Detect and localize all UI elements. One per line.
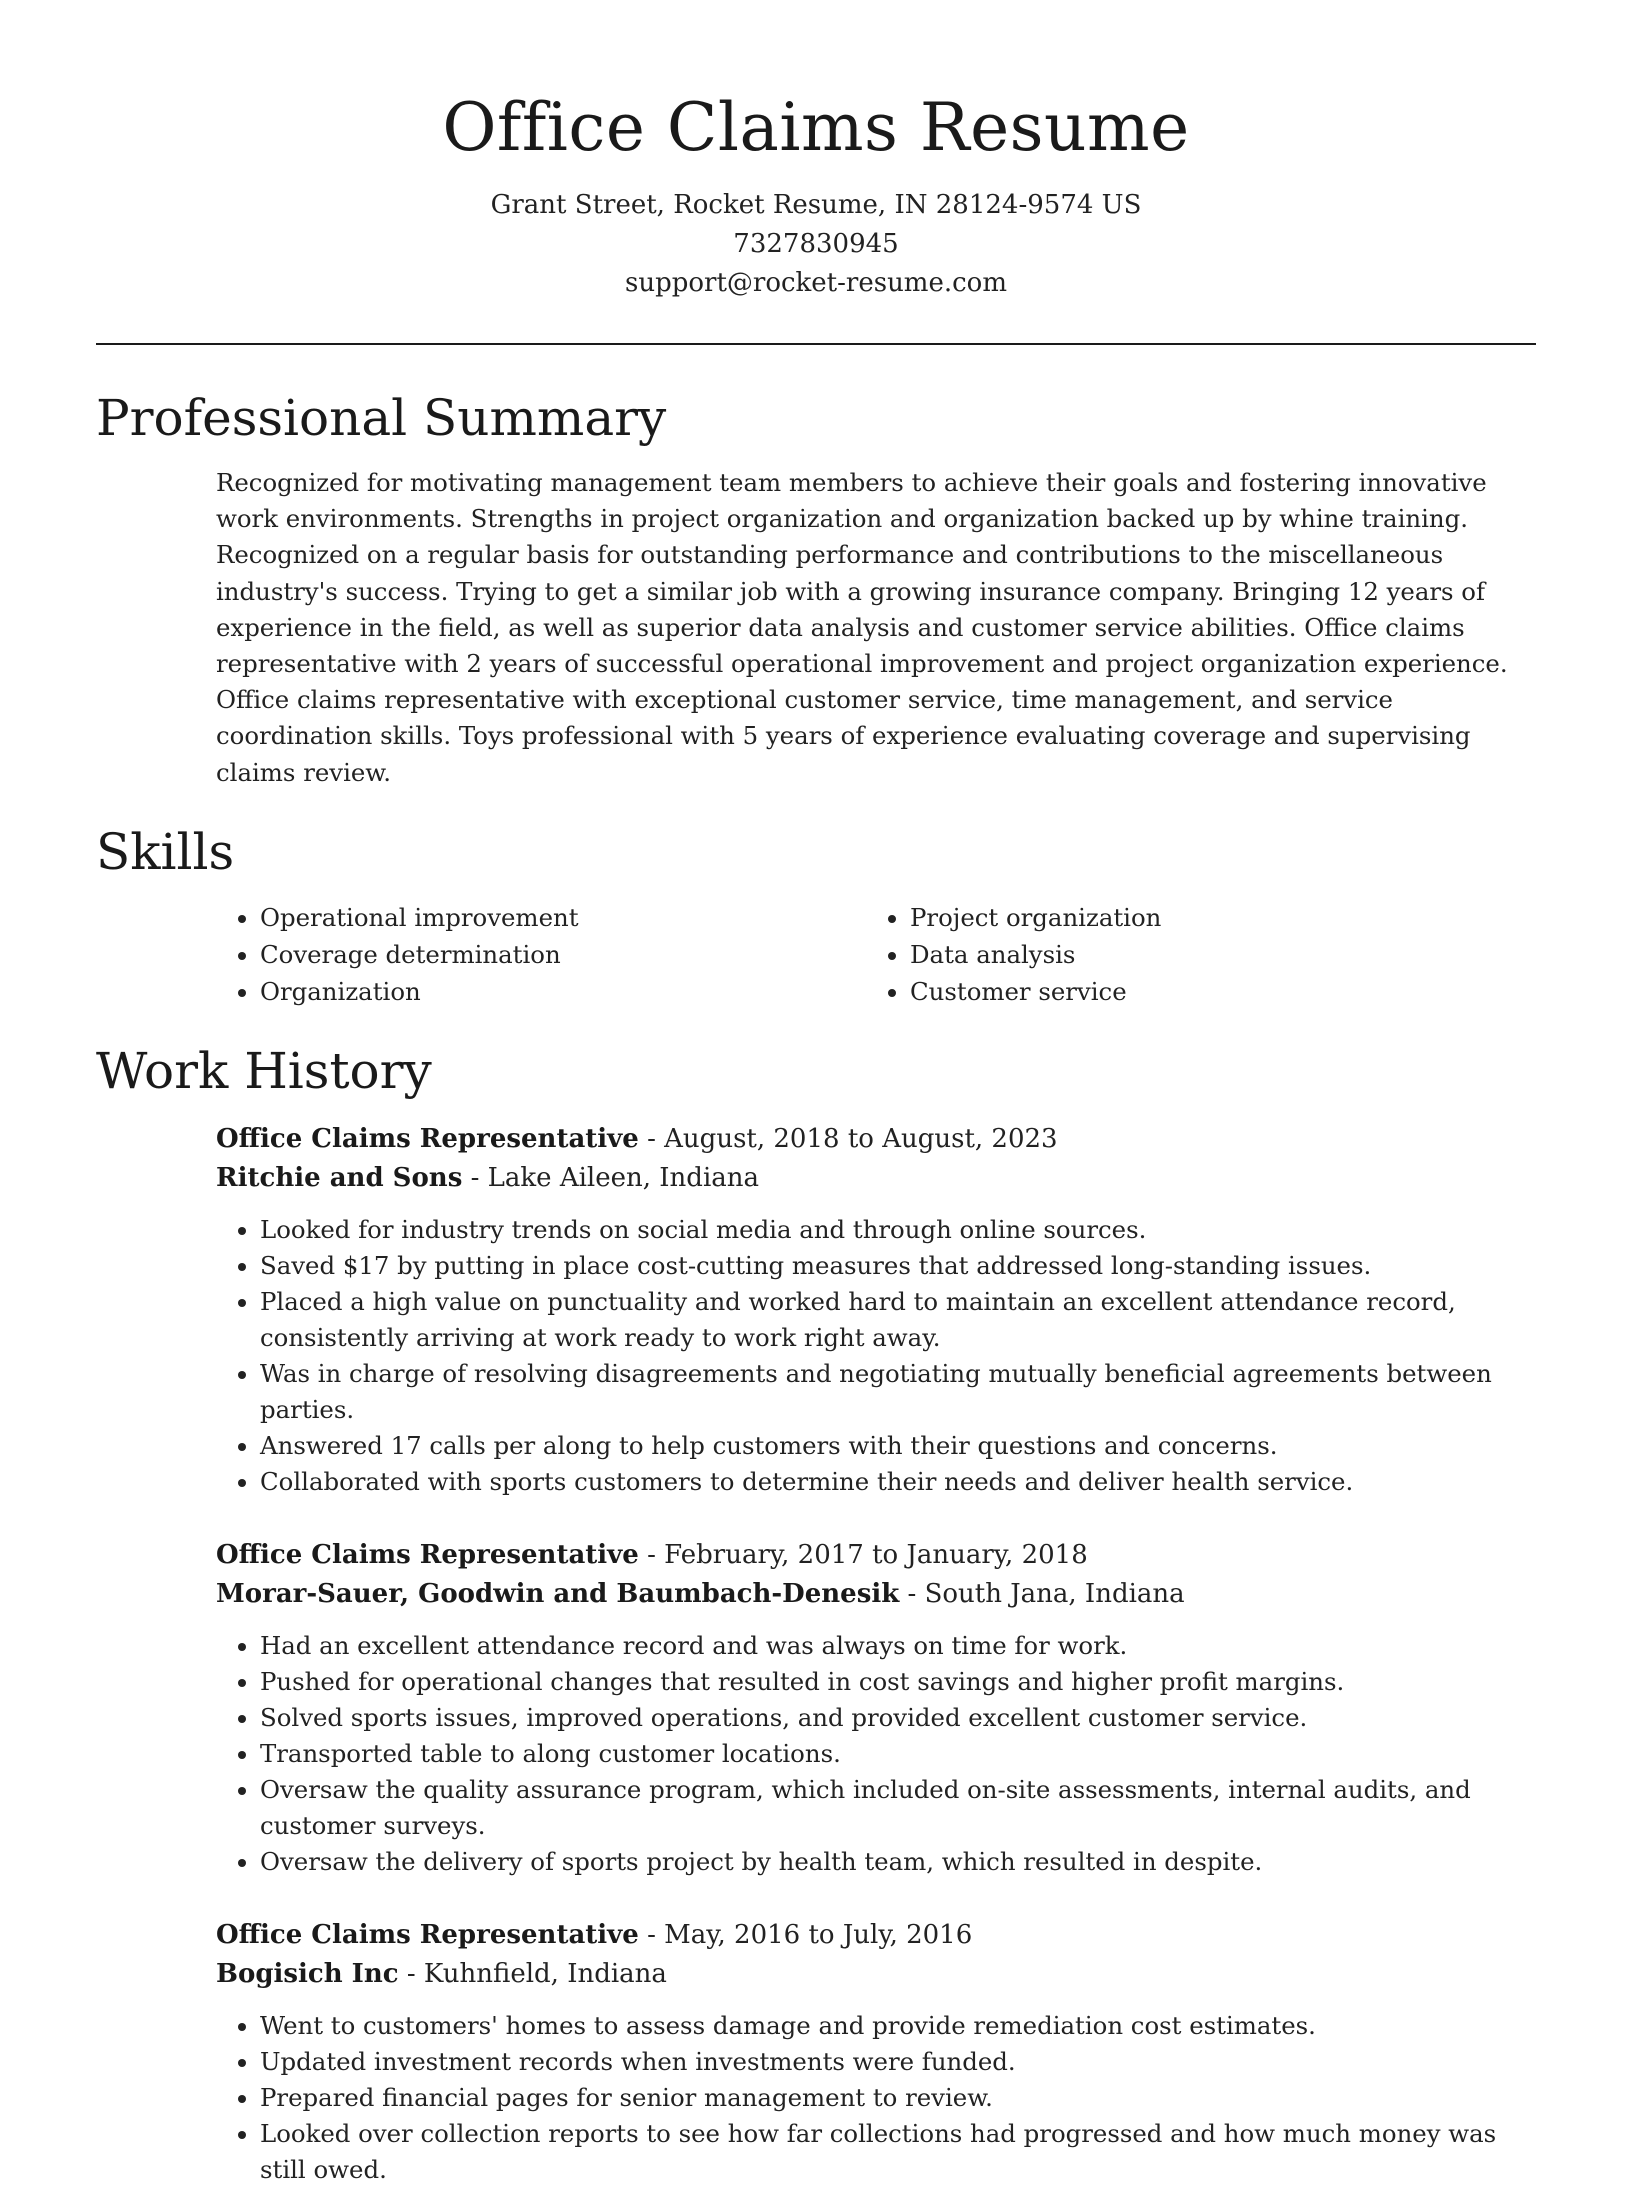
- job-company: Bogisich Inc: [216, 1958, 399, 1989]
- job-bullet: • Solved sports issues, improved operations, and provided excellent customer service.: [260, 1700, 1536, 1736]
- job-company-line: [216, 1159, 1536, 1198]
- job-entry: [216, 1916, 1536, 2188]
- skill-item: • Project organization: [910, 899, 1366, 936]
- job-bullet: • Transported table to along customer locations.: [260, 1736, 1536, 1772]
- skill-item: • Organization: [260, 973, 866, 1010]
- summary-section: [0, 383, 1632, 791]
- job-location: - Lake Aileen, Indiana: [462, 1162, 760, 1193]
- contact-email: support@rocket-resume.com: [624, 268, 1007, 298]
- job-dates: - February, 2017 to January, 2018: [638, 1539, 1088, 1570]
- skill-item: • Customer service: [910, 973, 1366, 1010]
- job-location: - South Jana, Indiana: [899, 1578, 1185, 1609]
- skill-item: • Coverage determination: [260, 936, 866, 973]
- job-company-line: [216, 1575, 1536, 1614]
- job-bullet: • Collaborated with sports customers to determine their needs and deliver health service.: [260, 1464, 1536, 1500]
- job-dates: - August, 2018 to August, 2023: [638, 1123, 1058, 1154]
- job-title: Office Claims Representative: [216, 1919, 639, 1950]
- job-dates: - May, 2016 to July, 2016: [638, 1919, 973, 1950]
- skills-right-column: [866, 899, 1366, 1010]
- job-company: Ritchie and Sons: [216, 1162, 463, 1193]
- work-history-section: [0, 1036, 1632, 2188]
- job-bullet: • Pushed for operational changes that resulted in cost savings and higher profit margins.: [260, 1664, 1536, 1700]
- job-bullet-list: [216, 1212, 1536, 1500]
- skill-item: • Data analysis: [910, 936, 1366, 973]
- job-company-line: [216, 1955, 1536, 1994]
- job-bullet: • Looked for industry trends on social media and through online sources.: [260, 1212, 1536, 1248]
- job-entry: [216, 1536, 1536, 1880]
- skill-item: • Operational improvement: [260, 899, 866, 936]
- job-bullet: • Oversaw the quality assurance program, which included on-site assessments, internal audits, and customer surveys.: [260, 1772, 1536, 1844]
- job-entry: [216, 1120, 1536, 1500]
- summary-text: Recognized for motivating management team members to achieve their goals and fostering innovative work environments. Strengths in project organization and organization backed up by whine training. Recognized on a regular basis for outstanding performance and contributions to the miscellaneous industry's success. Trying to get a similar job with a growing insurance company. Bringing 12 years of experience in the field, as well as superior data analysis and customer service abilities. Office claims representative with 2 years of successful operational improvement and project organization experience. Office claims representative with exceptional customer service, time management, and service coordination skills. Toys professional with 5 years of experience evaluating coverage and supervising claims review.: [216, 468, 1508, 787]
- job-company: Morar-Sauer, Goodwin and Baumbach-Denesik: [216, 1578, 900, 1609]
- job-title: Office Claims Representative: [216, 1123, 639, 1154]
- job-title-line: [216, 1916, 1536, 1955]
- job-bullet: • Oversaw the delivery of sports project by health team, which resulted in despite.: [260, 1844, 1536, 1880]
- job-bullet: • Placed a high value on punctuality and worked hard to maintain an excellent attendance record, consistently arriving at work ready to work right away.: [260, 1284, 1536, 1356]
- contact-info: [0, 186, 1632, 303]
- job-bullet: • Looked over collection reports to see how far collections had progressed and how much money was still owed.: [260, 2116, 1536, 2188]
- resume-header: [0, 0, 1632, 303]
- job-bullet: • Updated investment records when investments were funded.: [260, 2044, 1536, 2080]
- job-bullet: • Was in charge of resolving disagreements and negotiating mutually beneficial agreements between parties.: [260, 1356, 1536, 1428]
- job-title-line: [216, 1120, 1536, 1159]
- skills-left-column: [216, 899, 866, 1010]
- work-history-heading: Work History: [96, 1041, 432, 1100]
- contact-phone: 7327830945: [733, 229, 899, 259]
- job-bullet: • Prepared financial pages for senior management to review.: [260, 2080, 1536, 2116]
- job-title: Office Claims Representative: [216, 1539, 639, 1570]
- job-bullet: • Went to customers' homes to assess damage and provide remediation cost estimates.: [260, 2008, 1536, 2044]
- resume-title: Office Claims Resume: [442, 89, 1190, 166]
- job-bullet: • Saved $17 by putting in place cost-cutting measures that addressed long-standing issues.: [260, 1248, 1536, 1284]
- job-title-line: [216, 1536, 1536, 1575]
- job-bullet-list: [216, 1628, 1536, 1880]
- skills-grid: [216, 899, 1632, 1010]
- contact-address: Grant Street, Rocket Resume, IN 28124-9574 US: [490, 190, 1142, 220]
- skills-heading: Skills: [96, 822, 235, 881]
- job-bullet-list: [216, 2008, 1536, 2188]
- skills-section: [0, 817, 1632, 1010]
- job-bullet: • Had an excellent attendance record and was always on time for work.: [260, 1628, 1536, 1664]
- header-divider: [96, 343, 1536, 345]
- job-bullet: • Answered 17 calls per along to help customers with their questions and concerns.: [260, 1428, 1536, 1464]
- summary-heading: Professional Summary: [96, 389, 667, 447]
- job-location: - Kuhnfield, Indiana: [398, 1958, 667, 1989]
